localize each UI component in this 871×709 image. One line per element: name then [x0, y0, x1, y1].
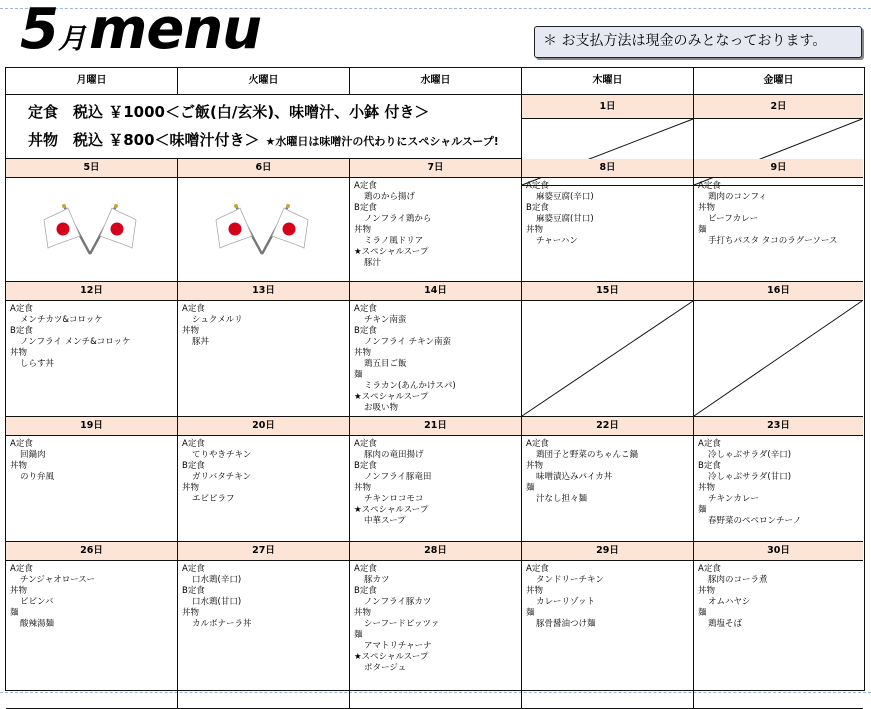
- page-title: [20, 0, 262, 62]
- menu-dish: 口水鶏(辛口): [192, 575, 242, 585]
- menu-category: 丼物: [10, 461, 28, 471]
- menu-category: 麺: [10, 608, 19, 618]
- menu-category: B定食: [526, 203, 549, 213]
- day-date-label: 5日: [6, 159, 178, 178]
- menu-dish: ミラカン(あんかけスパ): [364, 381, 456, 391]
- menu-dish: しらす丼: [20, 359, 55, 369]
- weekday-header: 月曜日: [6, 68, 178, 95]
- donburi-price: 丼物 税込 ￥800＜味噌汁付き＞: [28, 131, 260, 149]
- day-date-label: 20日: [178, 417, 350, 436]
- menu-dish: オムハヤシ: [708, 597, 751, 607]
- day-menu: [6, 436, 178, 542]
- day-date-label: 16日: [694, 282, 863, 301]
- menu-dish: ノンフライ チキン南蛮: [364, 337, 452, 347]
- menu-dish: 冷しゃぶサラダ(甘口): [708, 472, 792, 482]
- menu-category: 丼物: [698, 203, 716, 213]
- day-menu: [178, 561, 350, 709]
- menu-category: A定食: [526, 181, 549, 191]
- menu-calendar: [5, 67, 865, 691]
- day-date-label: 1日: [522, 95, 694, 119]
- weekday-header: 木曜日: [522, 68, 694, 95]
- day-menu: [694, 561, 863, 709]
- menu-category: A定食: [10, 304, 33, 314]
- menu-dish: アマトリチャーナ: [364, 641, 432, 651]
- menu-category: ★スペシャルスープ: [354, 247, 429, 257]
- menu-dish: シュクメルリ: [192, 315, 243, 325]
- day-date-label: 8日: [522, 159, 694, 178]
- closed-day-slash: [694, 301, 862, 416]
- day-date-label: 12日: [6, 282, 178, 301]
- menu-category: 丼物: [182, 608, 200, 618]
- menu-category: B定食: [354, 461, 377, 471]
- menu-dish: ノンフライ メンチ&コロッケ: [20, 337, 131, 347]
- day-date-label: 2日: [694, 95, 863, 119]
- menu-dish: 冷しゃぶサラダ(辛口): [708, 450, 792, 460]
- menu-dish: メンチカツ&コロッケ: [20, 315, 103, 325]
- menu-dish: 中華スープ: [364, 516, 406, 526]
- menu-category: 丼物: [354, 483, 372, 493]
- day-date-label: 29日: [522, 542, 694, 561]
- menu-category: B定食: [354, 203, 377, 213]
- menu-dish: 鶏のから揚げ: [364, 192, 416, 202]
- day-menu: [522, 178, 694, 282]
- menu-category: 麺: [354, 370, 363, 380]
- weekday-header: 水曜日: [350, 68, 522, 95]
- menu-dish: ポタージュ: [364, 663, 407, 673]
- weekday-header: 火曜日: [178, 68, 350, 95]
- menu-category: A定食: [354, 439, 377, 449]
- day-menu: [178, 436, 350, 542]
- menu-dish: チャーハン: [536, 236, 578, 246]
- menu-category: A定食: [354, 304, 377, 314]
- menu-category: 麺: [354, 630, 363, 640]
- menu-dish: ノンフライ豚カツ: [364, 597, 432, 607]
- menu-category: A定食: [698, 439, 721, 449]
- menu-dish: チンジャオロースー: [20, 575, 95, 585]
- title-word: menu: [88, 0, 262, 62]
- day-menu: [6, 301, 178, 417]
- day-menu: [178, 301, 350, 417]
- menu-dish: ビビンバ: [20, 597, 54, 607]
- menu-category: 丼物: [182, 483, 200, 493]
- menu-dish: カレーリゾット: [536, 597, 595, 607]
- menu-dish: 豚骨醤油つけ麺: [536, 619, 596, 629]
- holiday-flags-icon: [42, 204, 138, 256]
- menu-category: 丼物: [354, 608, 372, 618]
- menu-category: 丼物: [526, 225, 544, 235]
- menu-category: ★スペシャルスープ: [354, 652, 429, 662]
- menu-dish: 鶏五目ご飯: [364, 359, 407, 369]
- menu-dish: 豚丼: [192, 337, 210, 347]
- day-date-label: 9日: [694, 159, 863, 178]
- menu-category: A定食: [10, 439, 33, 449]
- menu-dish: ノンフライ鶏から: [364, 214, 432, 224]
- weekday-header: 金曜日: [694, 68, 863, 95]
- menu-dish: 豚肉の竜田揚げ: [364, 450, 424, 460]
- menu-category: A定食: [698, 564, 721, 574]
- menu-category: 丼物: [10, 348, 28, 358]
- pricing-info: [6, 95, 522, 159]
- menu-dish: 鶏団子と野菜のちゃんこ鍋: [536, 450, 639, 460]
- menu-category: 麺: [526, 608, 535, 618]
- menu-category: A定食: [10, 564, 33, 574]
- menu-category: A定食: [182, 439, 205, 449]
- menu-dish: 豚汁: [364, 258, 382, 268]
- day-menu: [694, 436, 863, 542]
- menu-dish: 豚肉のコーラ煮: [708, 575, 768, 585]
- menu-category: 丼物: [354, 225, 372, 235]
- menu-category: B定食: [698, 461, 721, 471]
- menu-category: A定食: [698, 181, 721, 191]
- day-date-label: 13日: [178, 282, 350, 301]
- day-menu: [350, 178, 522, 282]
- day-date-label: 7日: [350, 159, 522, 178]
- day-menu: [350, 561, 522, 709]
- menu-category: 丼物: [354, 348, 372, 358]
- day-menu: [350, 301, 522, 417]
- menu-dish: チキン南蛮: [364, 315, 407, 325]
- menu-category: B定食: [182, 586, 205, 596]
- menu-category: 麺: [698, 505, 707, 515]
- wednesday-soup-note: ★水曜日は味噌汁の代わりにスペシャルスープ!: [265, 135, 499, 148]
- menu-dish: 麻婆豆腐(甘口): [536, 214, 594, 224]
- menu-dish: 豚カツ: [364, 575, 390, 585]
- menu-category: B定食: [10, 326, 33, 336]
- menu-category: A定食: [354, 181, 377, 191]
- day-date-label: 28日: [350, 542, 522, 561]
- title-number: 5: [20, 0, 58, 62]
- day-menu: [694, 178, 863, 282]
- menu-category: ★スペシャルスープ: [354, 392, 429, 402]
- menu-dish: 汁なし担々麺: [536, 494, 588, 504]
- menu-category: ★スペシャルスープ: [354, 505, 429, 515]
- menu-category: 麺: [698, 608, 707, 618]
- menu-dish: 回鍋肉: [20, 450, 46, 460]
- day-menu: [522, 436, 694, 542]
- menu-dish: チキンカレー: [708, 494, 759, 504]
- menu-dish: ノンフライ豚竜田: [364, 472, 432, 482]
- day-date-label: 23日: [694, 417, 863, 436]
- day-date-label: 15日: [522, 282, 694, 301]
- menu-dish: のり弁風: [20, 472, 55, 482]
- menu-dish: 酸辣湯麺: [20, 619, 55, 629]
- menu-dish: ガリバタチキン: [192, 472, 252, 482]
- menu-category: B定食: [182, 461, 205, 471]
- menu-category: 丼物: [182, 326, 200, 336]
- menu-dish: 鶏肉のコンフィ: [708, 192, 767, 202]
- menu-dish: タンドリーチキン: [536, 575, 604, 585]
- menu-category: 丼物: [526, 461, 544, 471]
- menu-category: A定食: [182, 564, 205, 574]
- menu-dish: ミラノ風ドリア: [364, 236, 424, 246]
- menu-dish: 口水鶏(甘口): [192, 597, 242, 607]
- day-date-label: 21日: [350, 417, 522, 436]
- menu-category: 丼物: [698, 483, 716, 493]
- title-month: 月: [57, 22, 85, 55]
- holiday-flags-icon: [214, 204, 310, 256]
- day-date-label: 22日: [522, 417, 694, 436]
- menu-dish: カルボナーラ丼: [192, 619, 252, 629]
- menu-category: 丼物: [526, 586, 544, 596]
- menu-category: A定食: [182, 304, 205, 314]
- day-date-label: 27日: [178, 542, 350, 561]
- day-menu: [350, 436, 522, 542]
- menu-category: 麺: [698, 225, 707, 235]
- menu-category: 丼物: [698, 586, 716, 596]
- day-date-label: 26日: [6, 542, 178, 561]
- menu-category: A定食: [526, 564, 549, 574]
- menu-dish: 麻婆豆腐(辛口): [536, 192, 594, 202]
- day-date-label: 14日: [350, 282, 522, 301]
- menu-category: A定食: [354, 564, 377, 574]
- menu-dish: エビピラフ: [192, 494, 235, 504]
- day-menu: [6, 561, 178, 709]
- day-date-label: 6日: [178, 159, 350, 178]
- menu-category: A定食: [526, 439, 549, 449]
- donburi-price-line: [28, 129, 499, 150]
- payment-notice: ＊ お支払方法は現金のみとなっております。: [534, 26, 862, 58]
- closed-day-slash: [522, 301, 693, 416]
- menu-dish: 手打ちパスタ タコのラグーソース: [708, 236, 838, 246]
- day-menu: [522, 561, 694, 709]
- menu-dish: 鶏塩そば: [708, 619, 743, 629]
- menu-category: B定食: [354, 326, 377, 336]
- day-date-label: 30日: [694, 542, 863, 561]
- day-date-label: 19日: [6, 417, 178, 436]
- menu-dish: ビーフカレー: [708, 214, 759, 224]
- menu-category: 丼物: [10, 586, 28, 596]
- menu-dish: 味噌漬込みパイカ丼: [536, 472, 613, 482]
- menu-category: 麺: [526, 483, 535, 493]
- menu-dish: お吸い物: [364, 403, 399, 413]
- menu-dish: 春野菜のペペロンチーノ: [708, 516, 802, 526]
- menu-dish: てりやきチキン: [192, 450, 252, 460]
- teishoku-price: 定食 税込 ￥1000＜ご飯(白/玄米)、味噌汁、小鉢 付き＞: [28, 103, 430, 121]
- menu-dish: シーフードピッツァ: [364, 619, 440, 629]
- menu-category: B定食: [354, 586, 377, 596]
- menu-dish: チキンロコモコ: [364, 494, 424, 504]
